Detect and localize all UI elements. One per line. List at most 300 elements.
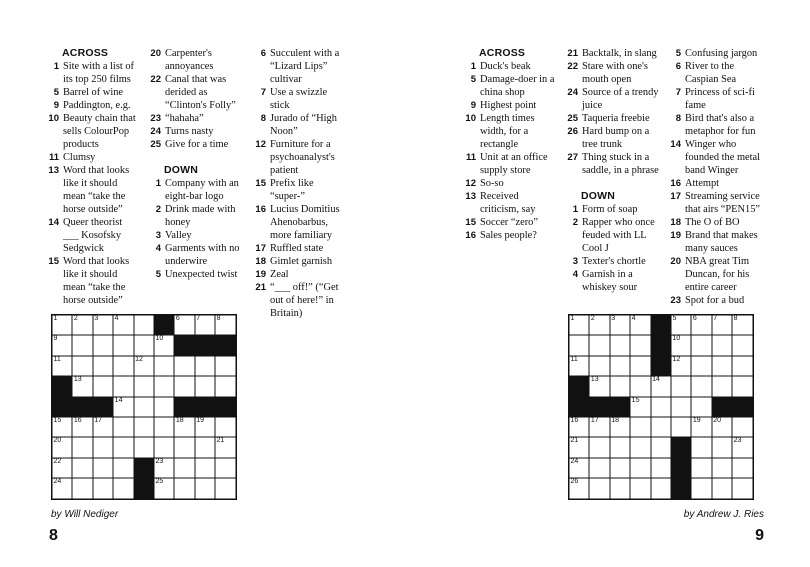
clue-item bbox=[465, 177, 557, 190]
grid-cell bbox=[113, 356, 133, 376]
grid-cell bbox=[630, 458, 650, 478]
cell-number: 18 bbox=[175, 416, 184, 424]
cell-number: 21 bbox=[216, 437, 225, 445]
clue-number: 9 bbox=[470, 100, 476, 111]
grid-cell bbox=[691, 397, 711, 417]
grid-cell bbox=[195, 458, 215, 478]
clue-text: Highest point bbox=[480, 100, 537, 111]
grid-cell bbox=[215, 356, 235, 376]
clue-item bbox=[150, 125, 242, 138]
grid-cell bbox=[610, 315, 630, 335]
clue-text: So-so bbox=[480, 178, 504, 189]
grid-cell bbox=[589, 315, 609, 335]
grid-cell bbox=[113, 397, 133, 417]
grid-cell bbox=[569, 437, 589, 457]
grid-cell bbox=[610, 376, 630, 396]
clue-item bbox=[150, 112, 242, 125]
grid-cell bbox=[691, 335, 711, 355]
grid-cell bbox=[630, 315, 650, 335]
grid-cell bbox=[154, 458, 174, 478]
grid-cell bbox=[195, 356, 215, 376]
clue-text: Confusing jargon bbox=[685, 48, 758, 59]
grid-black-square bbox=[671, 458, 691, 478]
grid-cell bbox=[174, 417, 194, 437]
grid-cell bbox=[732, 315, 752, 335]
clue-item bbox=[48, 112, 140, 151]
clue-text: Backtalk, in slang bbox=[582, 48, 657, 59]
cell-number: 15 bbox=[631, 396, 640, 404]
grid-cell bbox=[215, 315, 235, 335]
grid-cell bbox=[569, 478, 589, 498]
grid-cell bbox=[72, 437, 92, 457]
crossword-grid bbox=[568, 314, 754, 500]
cell-number: 11 bbox=[570, 355, 578, 363]
cell-number: 6 bbox=[692, 315, 697, 322]
grid-cell bbox=[174, 376, 194, 396]
clue-text: Canal that was derided as “Clinton's Folly” bbox=[165, 74, 236, 111]
grid-cell bbox=[569, 335, 589, 355]
grid-black-square bbox=[215, 397, 235, 417]
clue-text: “hahaha” bbox=[165, 113, 204, 124]
cell-number: 10 bbox=[155, 335, 164, 343]
clue-number: 16 bbox=[670, 178, 681, 189]
clue-item bbox=[567, 216, 663, 255]
clue-number: 5 bbox=[675, 48, 681, 59]
grid-black-square bbox=[174, 397, 194, 417]
grid-black-square bbox=[569, 376, 589, 396]
grid-cell bbox=[630, 335, 650, 355]
cell-number: 19 bbox=[692, 416, 701, 424]
clue-number: 5 bbox=[470, 74, 476, 85]
cell-number: 23 bbox=[733, 437, 742, 445]
grid-cell bbox=[215, 376, 235, 396]
grid-black-square bbox=[732, 397, 752, 417]
grid-black-square bbox=[134, 478, 154, 498]
grid-black-square bbox=[671, 437, 691, 457]
grid-cell bbox=[93, 437, 113, 457]
clue-item bbox=[465, 216, 557, 229]
grid-cell bbox=[72, 376, 92, 396]
clue-item bbox=[567, 47, 663, 60]
clue-item bbox=[465, 60, 557, 73]
cell-number: 21 bbox=[570, 437, 579, 445]
grid-cell bbox=[589, 417, 609, 437]
clue-item bbox=[255, 281, 347, 320]
clue-text: Soccer “zero” bbox=[480, 217, 538, 228]
clue-number: 25 bbox=[567, 113, 578, 124]
grid-cell bbox=[93, 315, 113, 335]
grid-cell bbox=[569, 417, 589, 437]
grid-cell bbox=[113, 478, 133, 498]
grid-cell bbox=[671, 397, 691, 417]
clue-text: Rapper who once feuded with LL Cool J bbox=[582, 217, 655, 254]
clue-item bbox=[670, 60, 766, 86]
grid-cell bbox=[113, 437, 133, 457]
grid-cell bbox=[195, 417, 215, 437]
clue-text: Valley bbox=[165, 230, 192, 241]
clue-item bbox=[150, 177, 242, 203]
grid-cell bbox=[691, 356, 711, 376]
clue-text: Form of soap bbox=[582, 204, 638, 215]
clue-item bbox=[567, 255, 663, 268]
grid-cell bbox=[589, 335, 609, 355]
grid-cell bbox=[712, 315, 732, 335]
grid-cell bbox=[610, 335, 630, 355]
clue-column bbox=[255, 47, 347, 320]
clue-number: 13 bbox=[48, 165, 59, 176]
cell-number: 9 bbox=[53, 335, 58, 343]
cell-number: 23 bbox=[155, 457, 164, 465]
clue-number: 27 bbox=[567, 152, 578, 163]
grid-cell bbox=[671, 356, 691, 376]
grid-cell bbox=[712, 417, 732, 437]
clue-number: 16 bbox=[465, 230, 476, 241]
cell-number: 1 bbox=[570, 315, 575, 322]
clue-number: 1 bbox=[53, 61, 59, 72]
clue-item bbox=[670, 294, 766, 307]
clue-text: Turns nasty bbox=[165, 126, 214, 137]
clue-number: 1 bbox=[572, 204, 578, 215]
grid-cell bbox=[712, 458, 732, 478]
grid-cell bbox=[569, 315, 589, 335]
cell-number: 8 bbox=[733, 315, 738, 322]
cell-number: 26 bbox=[570, 478, 579, 486]
clue-number: 6 bbox=[675, 61, 681, 72]
cell-number: 17 bbox=[590, 416, 599, 424]
clue-item bbox=[670, 216, 766, 229]
clue-text: Thing stuck in a saddle, in a phrase bbox=[582, 152, 659, 176]
cell-number: 13 bbox=[590, 376, 599, 384]
clue-text: Clumsy bbox=[63, 152, 96, 163]
grid-cell bbox=[72, 356, 92, 376]
grid-cell bbox=[195, 376, 215, 396]
cell-number: 24 bbox=[570, 457, 579, 465]
grid-cell bbox=[93, 335, 113, 355]
grid-cell bbox=[732, 417, 752, 437]
grid-black-square bbox=[671, 478, 691, 498]
clue-text: Damage-doer in a china shop bbox=[480, 74, 555, 98]
clue-text: Furniture for a psychoanalyst's patient bbox=[270, 139, 335, 176]
clue-number: 21 bbox=[567, 48, 578, 59]
grid-cell bbox=[732, 335, 752, 355]
clue-item bbox=[670, 190, 766, 216]
grid-cell bbox=[732, 356, 752, 376]
grid-cell bbox=[134, 315, 154, 335]
grid-cell bbox=[732, 478, 752, 498]
clue-item bbox=[465, 112, 557, 151]
grid-cell bbox=[569, 356, 589, 376]
grid-cell bbox=[52, 315, 72, 335]
cell-number: 6 bbox=[175, 315, 180, 322]
grid-cell bbox=[651, 376, 671, 396]
cell-number: 4 bbox=[631, 315, 636, 322]
clue-text: Succulent with a “Lizard Lips” cultivar bbox=[270, 48, 340, 85]
grid-black-square bbox=[569, 397, 589, 417]
grid-cell bbox=[174, 437, 194, 457]
clue-number: 5 bbox=[155, 269, 161, 280]
clue-text: Attempt bbox=[685, 178, 720, 189]
clue-text: Drink made with honey bbox=[165, 204, 236, 228]
clue-number: 8 bbox=[675, 113, 681, 124]
clue-number: 26 bbox=[567, 126, 578, 137]
clue-number: 17 bbox=[255, 243, 266, 254]
cell-number: 17 bbox=[94, 416, 103, 424]
clue-item bbox=[150, 268, 242, 281]
grid-cell bbox=[651, 478, 671, 498]
grid-cell bbox=[589, 478, 609, 498]
clue-number: 22 bbox=[150, 74, 161, 85]
clue-number: 2 bbox=[155, 204, 161, 215]
clue-item bbox=[48, 60, 140, 86]
clue-item bbox=[567, 151, 663, 177]
grid-black-square bbox=[52, 397, 72, 417]
grid-cell bbox=[72, 335, 92, 355]
grid-black-square bbox=[52, 376, 72, 396]
cell-number: 7 bbox=[196, 315, 201, 322]
grid-cell bbox=[113, 458, 133, 478]
grid-cell bbox=[195, 437, 215, 457]
clue-number: 19 bbox=[670, 230, 681, 241]
clue-text: Source of a trendy juice bbox=[582, 87, 659, 111]
clue-item bbox=[48, 216, 140, 255]
clue-column bbox=[48, 47, 140, 307]
byline: by Will Nediger bbox=[51, 509, 119, 520]
grid-cell bbox=[691, 437, 711, 457]
grid-black-square bbox=[651, 356, 671, 376]
clue-section-heading: DOWN bbox=[581, 190, 616, 202]
clue-item bbox=[48, 255, 140, 307]
grid-cell bbox=[651, 458, 671, 478]
grid-cell bbox=[610, 417, 630, 437]
grid-cell bbox=[52, 437, 72, 457]
grid-cell bbox=[174, 478, 194, 498]
clue-item bbox=[567, 86, 663, 112]
grid-cell bbox=[72, 458, 92, 478]
clue-text: Hard bump on a tree trunk bbox=[582, 126, 650, 150]
grid-cell bbox=[134, 437, 154, 457]
clue-text: Received criticism, say bbox=[480, 191, 536, 215]
grid-cell bbox=[154, 397, 174, 417]
cell-number: 8 bbox=[216, 315, 221, 322]
cell-number: 14 bbox=[652, 376, 660, 384]
clue-item bbox=[255, 47, 347, 86]
clue-number: 21 bbox=[255, 282, 266, 293]
grid-cell bbox=[630, 437, 650, 457]
clue-text: Princess of sci-fi fame bbox=[685, 87, 755, 111]
grid-black-square bbox=[712, 397, 732, 417]
clue-text: Length times width, for a rectangle bbox=[480, 113, 535, 150]
clue-item bbox=[465, 73, 557, 99]
grid-cell bbox=[712, 437, 732, 457]
clue-text: River to the Caspian Sea bbox=[685, 61, 737, 85]
grid-cell bbox=[154, 417, 174, 437]
cell-number: 22 bbox=[53, 457, 62, 465]
clue-number: 23 bbox=[670, 295, 681, 306]
cell-number: 12 bbox=[135, 355, 143, 363]
clue-text: Word that looks like it should mean “take the horse outside” bbox=[63, 256, 130, 306]
byline: by Andrew J. Ries bbox=[683, 509, 764, 520]
cell-number: 15 bbox=[53, 416, 62, 424]
clue-number: 15 bbox=[465, 217, 476, 228]
clue-number: 4 bbox=[155, 243, 161, 254]
grid-cell bbox=[691, 478, 711, 498]
cell-number: 25 bbox=[155, 478, 164, 486]
grid-cell bbox=[72, 478, 92, 498]
clue-text: Jurado of “High Noon” bbox=[270, 113, 337, 137]
clue-item bbox=[465, 229, 557, 242]
clue-text: Stare with one's mouth open bbox=[582, 61, 648, 85]
grid-cell bbox=[589, 356, 609, 376]
grid-cell bbox=[589, 376, 609, 396]
grid-cell bbox=[610, 478, 630, 498]
clue-column bbox=[150, 47, 242, 281]
clue-item bbox=[255, 268, 347, 281]
page-number: 9 bbox=[755, 527, 764, 544]
cell-number: 18 bbox=[611, 416, 620, 424]
grid-cell bbox=[691, 458, 711, 478]
clue-number: 17 bbox=[670, 191, 681, 202]
grid-cell bbox=[52, 356, 72, 376]
grid-cell bbox=[215, 437, 235, 457]
clue-number: 10 bbox=[48, 113, 59, 124]
grid-cell bbox=[671, 335, 691, 355]
cell-number: 10 bbox=[672, 335, 681, 343]
clue-text: Paddington, e.g. bbox=[63, 100, 131, 111]
clue-text: Winger who founded the metal band Winger bbox=[685, 139, 761, 176]
clue-text: Taqueria freebie bbox=[582, 113, 650, 124]
clue-item bbox=[670, 86, 766, 112]
clue-number: 5 bbox=[53, 87, 59, 98]
clue-number: 8 bbox=[260, 113, 266, 124]
clue-text: Gimlet garnish bbox=[270, 256, 333, 267]
clue-text: Queer theorist ___ Kosofsky Sedgwick bbox=[63, 217, 123, 254]
cell-number: 2 bbox=[73, 315, 78, 322]
cell-number: 20 bbox=[713, 416, 722, 424]
clue-text: Streaming service that airs “PEN15” bbox=[685, 191, 761, 215]
clue-text: Barrel of wine bbox=[63, 87, 124, 98]
clue-number: 9 bbox=[53, 100, 59, 111]
grid-cell bbox=[712, 356, 732, 376]
clue-number: 11 bbox=[465, 152, 476, 163]
clue-item bbox=[465, 190, 557, 216]
clue-number: 19 bbox=[255, 269, 266, 280]
grid-black-square bbox=[174, 335, 194, 355]
clue-item bbox=[255, 177, 347, 203]
grid-cell bbox=[630, 397, 650, 417]
grid-cell bbox=[589, 458, 609, 478]
cell-number: 16 bbox=[570, 416, 579, 424]
clue-text: Spot for a bud bbox=[685, 295, 745, 306]
grid-cell bbox=[195, 315, 215, 335]
grid-cell bbox=[154, 356, 174, 376]
grid-cell bbox=[174, 315, 194, 335]
clue-text: Garments with no underwire bbox=[165, 243, 240, 267]
clue-item bbox=[150, 242, 242, 268]
clue-number: 12 bbox=[255, 139, 266, 150]
clue-item bbox=[150, 47, 242, 73]
grid-cell bbox=[154, 478, 174, 498]
cell-number: 14 bbox=[114, 396, 123, 404]
cell-number: 4 bbox=[114, 315, 119, 322]
clue-number: 20 bbox=[670, 256, 681, 267]
clue-number: 2 bbox=[572, 217, 578, 228]
grid-cell bbox=[651, 397, 671, 417]
clue-number: 3 bbox=[572, 256, 578, 267]
clue-number: 23 bbox=[150, 113, 161, 124]
clue-text: Use a swizzle stick bbox=[270, 87, 328, 111]
clue-item bbox=[670, 138, 766, 177]
clue-section-heading: DOWN bbox=[164, 164, 199, 176]
clue-item bbox=[567, 112, 663, 125]
clue-text: Brand that makes many sauces bbox=[685, 230, 758, 254]
grid-cell bbox=[671, 417, 691, 437]
clue-number: 24 bbox=[567, 87, 578, 98]
clue-text: Lucius Domitius Ahenobarbus, more familiary bbox=[270, 204, 340, 241]
clue-text: Zeal bbox=[270, 269, 289, 280]
grid-cell bbox=[93, 376, 113, 396]
clue-section-heading: ACROSS bbox=[62, 47, 109, 59]
grid-cell bbox=[589, 437, 609, 457]
clue-number: 6 bbox=[260, 48, 266, 59]
clue-text: Unexpected twist bbox=[165, 269, 238, 280]
clue-text: Carpenter's annoyances bbox=[165, 48, 214, 72]
grid-cell bbox=[52, 335, 72, 355]
clue-number: 25 bbox=[150, 139, 161, 150]
grid-cell bbox=[610, 437, 630, 457]
clue-number: 11 bbox=[48, 152, 59, 163]
grid-cell bbox=[134, 397, 154, 417]
clue-number: 15 bbox=[48, 256, 59, 267]
crossword-grid bbox=[51, 314, 237, 500]
grid-cell bbox=[134, 335, 154, 355]
grid-cell bbox=[691, 315, 711, 335]
cell-number: 24 bbox=[53, 478, 62, 486]
grid-cell bbox=[113, 417, 133, 437]
grid-cell bbox=[93, 478, 113, 498]
clue-item bbox=[255, 86, 347, 112]
clue-item bbox=[150, 229, 242, 242]
cell-number: 5 bbox=[672, 315, 677, 322]
clue-text: Prefix like “super-” bbox=[270, 178, 314, 202]
clue-text: Site with a list of its top 250 films bbox=[63, 61, 134, 85]
clue-item bbox=[567, 125, 663, 151]
clue-section-heading: ACROSS bbox=[479, 47, 526, 59]
clue-item bbox=[670, 177, 766, 190]
grid-cell bbox=[154, 335, 174, 355]
clue-number: 18 bbox=[670, 217, 681, 228]
grid-cell bbox=[569, 458, 589, 478]
clue-text: Unit at an office supply store bbox=[480, 152, 548, 176]
clue-text: Garnish in a whiskey sour bbox=[582, 269, 638, 293]
clue-item bbox=[567, 268, 663, 294]
grid-black-square bbox=[651, 315, 671, 335]
grid-cell bbox=[93, 356, 113, 376]
clue-text: Give for a time bbox=[165, 139, 229, 150]
clue-item bbox=[465, 99, 557, 112]
page-number: 8 bbox=[49, 527, 58, 544]
grid-black-square bbox=[651, 335, 671, 355]
grid-cell bbox=[134, 376, 154, 396]
clue-item bbox=[670, 255, 766, 294]
grid-cell bbox=[52, 417, 72, 437]
clue-text: The O of BO bbox=[685, 217, 740, 228]
clue-item bbox=[255, 255, 347, 268]
grid-cell bbox=[113, 315, 133, 335]
cell-number: 13 bbox=[73, 376, 82, 384]
clue-number: 3 bbox=[155, 230, 161, 241]
grid-black-square bbox=[93, 397, 113, 417]
grid-black-square bbox=[195, 335, 215, 355]
